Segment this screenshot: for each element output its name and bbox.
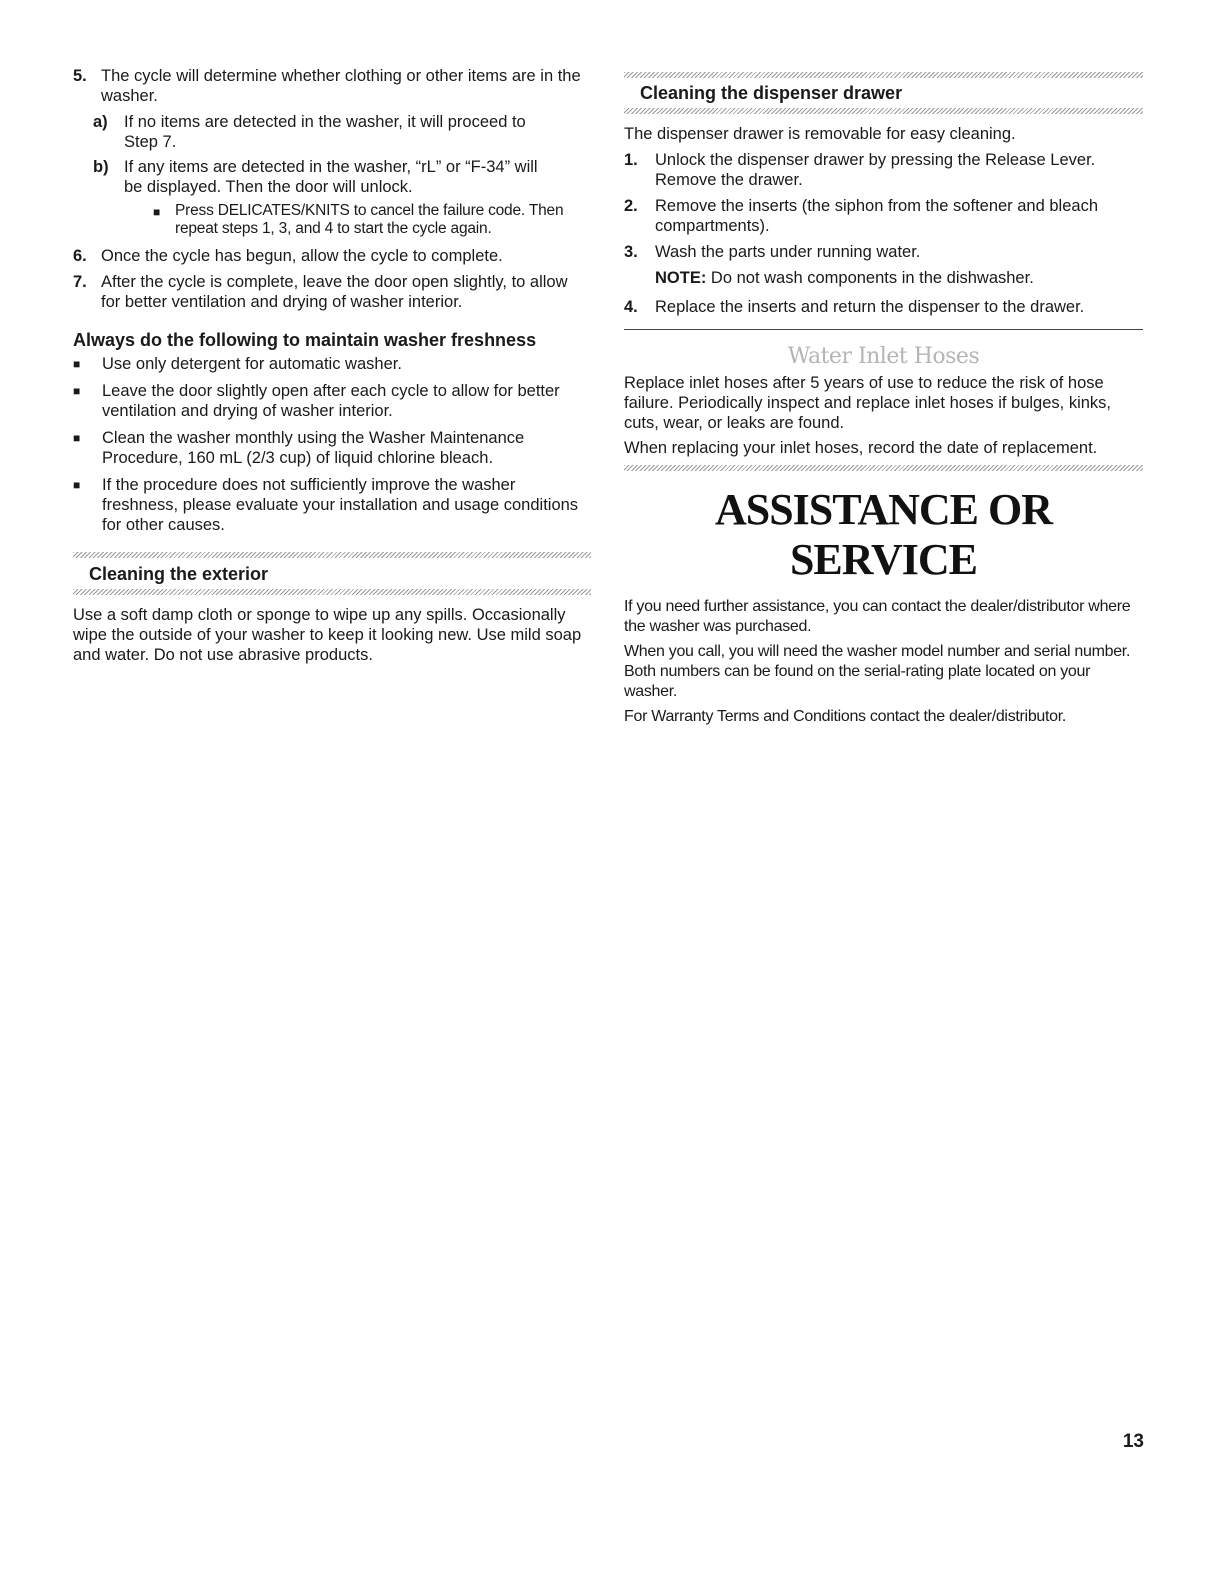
step-6 [73, 246, 591, 266]
hoses-paragraph: When replacing your inlet hoses, record the date of replacement. [624, 439, 1098, 457]
step-5 [73, 66, 591, 106]
bullet-text: Press DELICATES/KNITS to cancel the failure code. Then repeat steps 1, 3, and 4 to start the cycle again. [175, 202, 564, 237]
dispenser-note [655, 268, 1143, 288]
bullet-square-icon: ■ [73, 431, 81, 445]
dispenser-step-3 [624, 242, 1143, 262]
substep-text: If no items are detected in the washer, it will proceed to Step 7. [124, 113, 526, 151]
bullet-square-icon: ■ [73, 478, 81, 492]
step-5a [93, 112, 591, 152]
assistance-paragraph: For Warranty Terms and Conditions contact the dealer/distributor. [624, 708, 1067, 725]
step-number: 4. [624, 298, 638, 316]
section-divider [624, 72, 1143, 78]
substep-text: If any items are detected in the washer, “rL” or “F-34” will be displayed. Then the door will unlock. [124, 158, 538, 196]
freshness-bullet [73, 428, 591, 468]
bullet-square-icon: ■ [153, 205, 161, 219]
assistance-body [624, 597, 1143, 727]
freshness-bullet [73, 354, 591, 374]
step-number: 3. [624, 243, 638, 261]
hoses-paragraph: Replace inlet hoses after 5 years of use to reduce the risk of hose failure. Periodically inspect and replace inlet hoses if bulges, kinks, cuts, wear, or leaks are found. [624, 374, 1112, 432]
dispenser-intro: The dispenser drawer is removable for easy cleaning. [624, 125, 1016, 143]
step-5b-bullet [153, 202, 591, 238]
freshness-bullet [73, 381, 591, 421]
step-number: 6. [73, 247, 87, 265]
freshness-bullet [73, 475, 591, 535]
bullet-text: Use only detergent for automatic washer. [102, 355, 402, 373]
step-number: 5. [73, 67, 87, 85]
dispenser-heading: Cleaning the dispenser drawer [640, 83, 903, 103]
step-text: Replace the inserts and return the dispenser to the drawer. [655, 298, 1085, 316]
dispenser-step-2 [624, 196, 1143, 236]
exterior-heading: Cleaning the exterior [89, 564, 269, 584]
left-column [73, 66, 591, 665]
bullet-text: If the procedure does not sufficiently improve the washer freshness, please evaluate your installation and usage conditions for other causes. [102, 476, 579, 534]
step-number: 1. [624, 151, 638, 169]
note-label: NOTE: [655, 269, 707, 287]
substep-letter: b) [93, 158, 109, 176]
step-number: 2. [624, 197, 638, 215]
bullet-text: Leave the door slightly open after each cycle to allow for better ventilation and drying of washer interior. [102, 382, 560, 420]
page-number: 13 [1122, 1431, 1144, 1452]
step-text: The cycle will determine whether clothing or other items are in the washer. [101, 67, 581, 105]
hoses-heading: Water Inlet Hoses [787, 344, 980, 369]
step-7 [73, 272, 591, 312]
bullet-square-icon: ■ [73, 357, 81, 371]
assistance-paragraph: When you call, you will need the washer model number and serial number. Both numbers can be found on the serial-rating plate located on your washer. [624, 643, 1131, 700]
step-text: Remove the inserts (the siphon from the softener and bleach compartments). [655, 197, 1098, 235]
step-text: Once the cycle has begun, allow the cycle to complete. [101, 247, 503, 265]
exterior-text: Use a soft damp cloth or sponge to wipe up any spills. Occasionally wipe the outside of your washer to keep it looking new. Use mild soap and water. Do not use abrasive products. [73, 606, 582, 664]
step-number: 7. [73, 273, 87, 291]
right-column [624, 66, 1143, 727]
step-text: After the cycle is complete, leave the door open slightly, to allow for better ventilation and drying of washer interior. [101, 273, 568, 311]
section-divider [73, 589, 591, 595]
freshness-heading: Always do the following to maintain washer freshness [73, 330, 537, 350]
step-text: Unlock the dispenser drawer by pressing the Release Lever. Remove the drawer. [655, 151, 1096, 189]
assistance-heading: ASSISTANCE OR SERVICE [714, 485, 1053, 584]
assistance-paragraph: If you need further assistance, you can contact the dealer/distributor where the washer was purchased. [624, 598, 1131, 635]
step-text: Wash the parts under running water. [655, 243, 921, 261]
dispenser-step-4 [624, 297, 1143, 317]
section-divider [624, 108, 1143, 114]
substep-letter: a) [93, 113, 108, 131]
bullet-text: Clean the washer monthly using the Washer Maintenance Procedure, 160 mL (2/3 cup) of liquid chlorine bleach. [102, 429, 525, 467]
note-text: Do not wash components in the dishwasher. [706, 269, 1034, 287]
section-rule [624, 329, 1143, 330]
bullet-square-icon: ■ [73, 384, 81, 398]
section-divider [624, 465, 1143, 471]
step-5b [93, 157, 591, 197]
dispenser-step-1 [624, 150, 1143, 190]
section-divider [73, 552, 591, 558]
